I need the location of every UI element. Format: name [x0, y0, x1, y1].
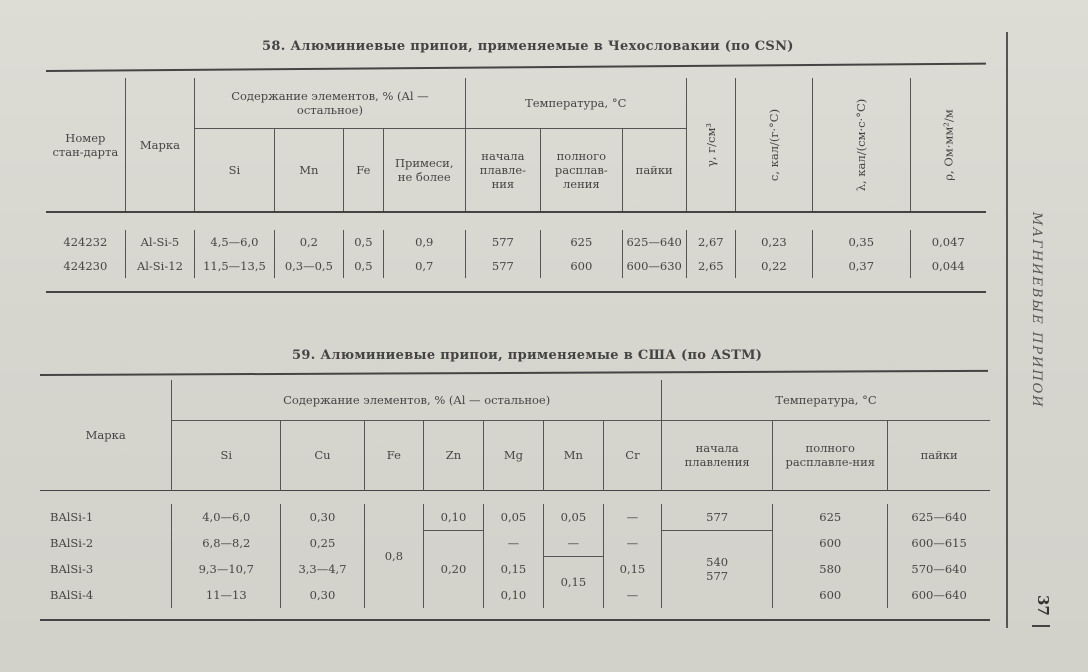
table-58-title: 58. Алюминиевые припои, применяемые в Чехословакии (по CSN)	[262, 39, 794, 54]
th-density: γ, г/см³	[686, 78, 735, 212]
th-fe-59: Fe	[364, 420, 423, 490]
table-59	[40, 380, 990, 621]
th-conductivity: λ, кал/(см·с·°С)	[813, 78, 910, 212]
th-melt-start: начала плавле-ния	[465, 128, 540, 212]
th-mn: Mn	[274, 128, 343, 212]
th-temperature: Температура, °С	[465, 78, 686, 128]
melt-start-merged: 540 577	[662, 530, 773, 608]
th-zn: Zn	[424, 420, 484, 490]
table-row: BAlSi-3 9,3—10,7 3,3—4,7 0,15 0,15 0,15 580 570—640	[40, 556, 990, 582]
table-58-top-rule	[46, 63, 986, 72]
th-resistivity: ρ, Ом·мм²/м	[910, 78, 986, 212]
page-number-rule	[1032, 625, 1050, 627]
th-standard-no: Номер стан-дарта	[52, 130, 119, 159]
th-melt-full: полного расплав-ления	[541, 128, 623, 212]
th-si-59: Si	[172, 420, 281, 490]
running-head: МАГНИЕВЫЕ ПРИПОИ	[1029, 212, 1044, 409]
page-number: 37	[1034, 595, 1052, 616]
margin-rule	[1006, 32, 1008, 628]
th-impurities: Примеси, не более	[383, 128, 465, 212]
th-melt-full-59: полного расплавле-ния	[773, 420, 888, 490]
th-mg: Mg	[483, 420, 543, 490]
th-cu: Cu	[281, 420, 365, 490]
table-59-top-rule	[40, 370, 988, 376]
th-brazing-59: пайки	[888, 420, 990, 490]
table-row: 424230 Al-Si-12 11,5—13,5 0,3—0,5 0,5 0,7 577 600 600—630 2,65 0,22 0,37 0,044	[46, 254, 986, 278]
table-row: 424232 Al-Si-5 4,5—6,0 0,2 0,5 0,9 577 625 625—640 2,67 0,23 0,35 0,047	[46, 230, 986, 254]
th-composition-59: Содержание элементов, % (Al — остальное)	[172, 380, 662, 420]
th-cr: Cr	[603, 420, 661, 490]
th-brazing: пайки	[622, 128, 686, 212]
table-row: BAlSi-1 4,0—6,0 0,30 0,8 0,10 0,05 0,05 — 577 625 625—640	[40, 504, 990, 530]
th-si: Si	[195, 128, 275, 212]
th-composition: Содержание элементов, % (Al — остальное)	[195, 78, 466, 128]
th-temperature-59: Температура, °С	[662, 380, 991, 420]
th-grade: Марка	[125, 78, 194, 212]
th-heat-capacity: c, кал/(г·°С)	[735, 78, 812, 212]
table-59-title: 59. Алюминиевые припои, применяемые в США (по ASTM)	[292, 348, 763, 363]
th-grade-59: Марка	[85, 427, 126, 442]
th-melt-start-59: начала плавления	[662, 420, 773, 490]
table-row: BAlSi-4 11—13 0,30 0,10 — 600 600—640	[40, 582, 990, 608]
table-58	[46, 78, 986, 293]
th-mn-59: Mn	[543, 420, 603, 490]
table-row: BAlSi-2 6,8—8,2 0,25 0,20 — — — 540 577 600 600—615	[40, 530, 990, 556]
th-fe: Fe	[343, 128, 383, 212]
